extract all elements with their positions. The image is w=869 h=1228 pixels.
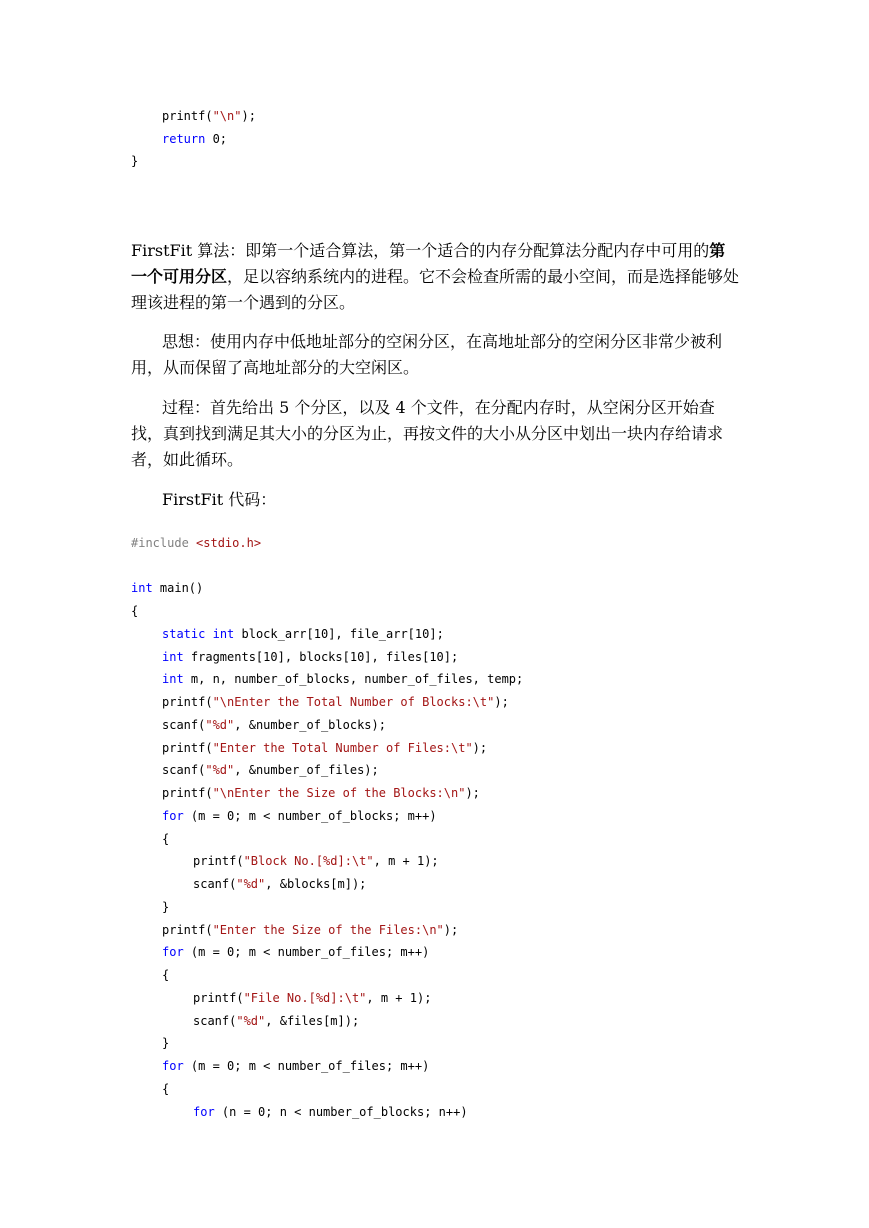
code-line: printf("Enter the Size of the Files:\n"); [162, 923, 459, 937]
bold-term: 第一个可用分区 [131, 241, 726, 286]
paragraph-idea: 思想：使用内存中低地址部分的空闲分区，在高地址部分的空闲分区非常少被利用，从而保留了高地址部分的大空闲区。 [131, 332, 723, 377]
code-line: { [162, 832, 170, 846]
code-line: printf("\n"); [162, 109, 256, 123]
code-line: { [131, 604, 139, 618]
code-line: for (m = 0; m < number_of_files; m++) [162, 1059, 430, 1073]
code-line: scanf("%d", &blocks[m]); [193, 877, 367, 891]
code-line: scanf("%d", &number_of_files); [162, 763, 379, 777]
code-line: for (m = 0; m < number_of_blocks; m++) [162, 809, 437, 823]
code-line: int fragments[10], blocks[10], files[10]; [162, 650, 459, 664]
code-line: printf("File No.[%d]:\t", m + 1); [193, 991, 432, 1005]
paragraph-process: 过程：首先给出 5 个分区，以及 4 个文件，在分配内存时，从空闲分区开始查找，真到找到满足其大小的分区为止，再按文件的大小从分区中划出一块内存给请求者，如此循环。 [131, 398, 724, 469]
code-line: int main() [131, 581, 204, 595]
code-line: for (n = 0; n < number_of_blocks; n++) [193, 1105, 468, 1119]
code-line: return 0; [162, 132, 228, 146]
code-line: printf("Block No.[%d]:\t", m + 1); [193, 854, 439, 868]
code-line: int m, n, number_of_blocks, number_of_files, temp; [162, 672, 524, 686]
paragraph-code-heading: FirstFit 代码： [162, 490, 277, 509]
code-line: } [131, 154, 139, 168]
code-line: printf("\nEnter the Total Number of Blocks:\t"); [162, 695, 509, 709]
code-line: printf("\nEnter the Size of the Blocks:\n"); [162, 786, 480, 800]
code-line: for (m = 0; m < number_of_files; m++) [162, 945, 430, 959]
code-line: scanf("%d", &number_of_blocks); [162, 718, 386, 732]
code-line: { [162, 968, 170, 982]
code-line: static int block_arr[10], file_arr[10]; [162, 627, 444, 641]
code-line: scanf("%d", &files[m]); [193, 1014, 360, 1028]
code-line: } [162, 1036, 170, 1050]
code-line: { [162, 1082, 170, 1096]
code-line: #include <stdio.h> [131, 536, 262, 550]
paragraph-firstfit-definition: FirstFit 算法：即第一个适合算法，第一个适合的内存分配算法分配内存中可用的第一个可用分区，足以容纳系统内的进程。它不会检查所需的最小空间，而是选择能够处理该进程的第一个遇到的分区。 [131, 241, 740, 312]
code-line: printf("Enter the Total Number of Files:\t"); [162, 741, 488, 755]
code-line: } [162, 900, 170, 914]
